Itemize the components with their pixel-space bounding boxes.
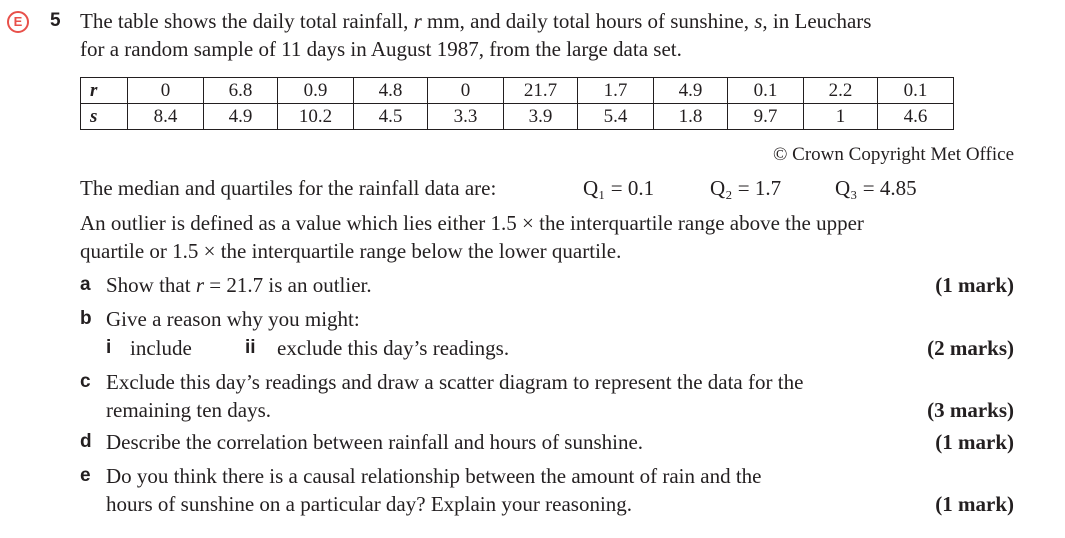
part-c-line-2: remaining ten days. (106, 398, 272, 422)
exercise-badge: E (7, 11, 29, 33)
part-d-text: Describe the correlation between rainfall and hours of sunshine. (106, 430, 644, 454)
table-cell: 0 (428, 78, 504, 104)
part-b-i-text: include (130, 336, 192, 360)
table-cell: 3.9 (504, 104, 578, 130)
row-label-r: r (81, 78, 128, 104)
part-d-label: d (80, 431, 92, 452)
table-cell: 21.7 (504, 78, 578, 104)
table-cell: 8.4 (128, 104, 204, 130)
table-cell: 4.5 (354, 104, 428, 130)
part-b-i-label: i (106, 337, 112, 358)
part-b-label: b (80, 308, 92, 329)
part-e-marks: (1 mark) (935, 492, 1014, 516)
copyright-note: © Crown Copyright Met Office (773, 144, 1014, 165)
table-cell: 4.9 (654, 78, 728, 104)
table-cell: 1.7 (578, 78, 654, 104)
table-cell: 0.1 (728, 78, 804, 104)
intro-line-1: The table shows the daily total rainfall, r mm, and daily total hours of sunshine, s, in Leuchars (80, 9, 872, 33)
part-c-line-1: Exclude this day’s readings and draw a scatter diagram to represent the data for the (106, 370, 804, 394)
quartile-q2: Q₂ = 1.7 (710, 176, 782, 200)
table-cell: 5.4 (578, 104, 654, 130)
quartile-q3: Q₃ = 4.85 (835, 176, 917, 200)
part-c-label: c (80, 371, 91, 392)
data-table (80, 77, 954, 130)
table-cell: 6.8 (204, 78, 278, 104)
outlier-definition-line-1: An outlier is defined as a value which lies either 1.5 × the interquartile range above the upper (80, 211, 864, 235)
question-number: 5 (50, 10, 61, 31)
part-e-line-2: hours of sunshine on a particular day? Explain your reasoning. (106, 492, 633, 516)
part-b-marks: (2 marks) (927, 336, 1014, 360)
table-cell: 0.1 (878, 78, 954, 104)
table-cell: 1 (804, 104, 878, 130)
part-b-text: Give a reason why you might: (106, 307, 360, 331)
outlier-definition-line-2: quartile or 1.5 × the interquartile range below the lower quartile. (80, 239, 622, 263)
table-cell: 4.8 (354, 78, 428, 104)
part-a-marks: (1 mark) (935, 273, 1014, 297)
quartiles-lead: The median and quartiles for the rainfall data are: (80, 176, 497, 200)
table-cell: 1.8 (654, 104, 728, 130)
table-cell: 10.2 (278, 104, 354, 130)
part-a-text: Show that r = 21.7 is an outlier. (106, 273, 372, 297)
table-cell: 2.2 (804, 78, 878, 104)
table-cell: 0 (128, 78, 204, 104)
table-cell: 0.9 (278, 78, 354, 104)
part-b-ii-label: ii (245, 337, 256, 358)
quartile-q1: Q₁ = 0.1 (583, 176, 655, 200)
row-label-s: s (81, 104, 128, 130)
table-cell: 4.6 (878, 104, 954, 130)
intro-line-2: for a random sample of 11 days in August 1987, from the large data set. (80, 37, 682, 61)
table-row-r (81, 78, 954, 104)
part-d-marks: (1 mark) (935, 430, 1014, 454)
part-c-marks: (3 marks) (927, 398, 1014, 422)
table-row-s (81, 104, 954, 130)
table-cell: 4.9 (204, 104, 278, 130)
part-e-label: e (80, 465, 91, 486)
table-cell: 9.7 (728, 104, 804, 130)
part-e-line-1: Do you think there is a causal relationship between the amount of rain and the (106, 464, 762, 488)
table-cell: 3.3 (428, 104, 504, 130)
part-a-label: a (80, 274, 91, 295)
part-b-ii-text: exclude this day’s readings. (277, 336, 510, 360)
